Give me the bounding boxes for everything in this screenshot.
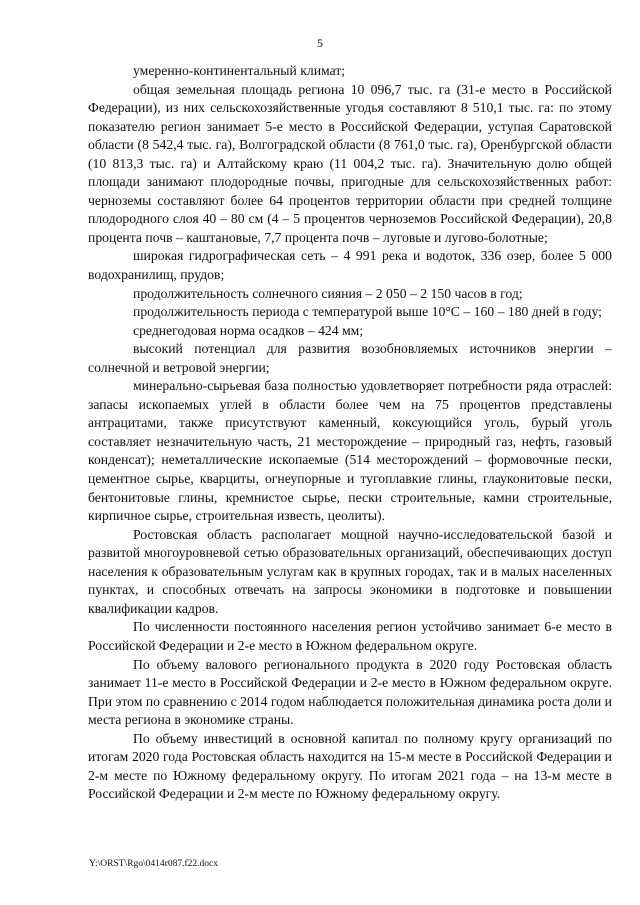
paragraph-precipitation: среднегодовая норма осадков – 424 мм; bbox=[133, 322, 364, 338]
paragraph-temperature: продолжительность периода с температурой выше 10°С – 160 – 180 дней в году; bbox=[133, 304, 602, 320]
page-number: 5 bbox=[317, 36, 323, 50]
paragraph-hydrography: широкая гидрографическая сеть – 4 991 река и водоток, 336 озер, более 5 000 водохранилищ, прудов; bbox=[88, 248, 612, 283]
file-path-footer: Y:\ORST\Rgo\0414r087.f22.docx bbox=[89, 859, 218, 869]
paragraph-investments: По объему инвестиций в основной капитал по полному кругу организаций по итогам 2020 года Ростовская область находится на 15-м месте в Российской Федерации и 2-м месте по Южному федеральному округу. По итогам 2021 года – на 13-м месте в Российской Федерации и 2-м месте по Южному федеральному округу. bbox=[88, 730, 612, 802]
paragraph-population: По численности постоянного населения регион устойчиво занимает 6-е место в Российской Федерации и 2-е место в Южном федеральном округе. bbox=[88, 619, 612, 653]
paragraph-renewable-energy: высокий потенциал для развития возобновляемых источников энергии – солнечной и ветровой энергии; bbox=[88, 341, 612, 375]
paragraph-sunshine: продолжительность солнечного сияния – 2 050 – 2 150 часов в год; bbox=[133, 285, 523, 301]
paragraph-climate: умеренно-континентальный климат; bbox=[133, 63, 346, 78]
paragraph-education: Ростовская область располагает мощной научно-исследовательской базой и развитой многоуровневой сетью образовательных организаций, обеспечивающих доступ населения к образовательным услугам как в крупных городах, так и в малых населенных пунктах, и способных отвечать на запросы экономики в подготовке и повышении квалификации кадров. bbox=[88, 526, 612, 616]
paragraph-land-area: общая земельная площадь региона 10 096,7 тыс. га (31-е место в Российской Федерации), из них сельскохозяйственные угодья составляют 8 510,1 тыс. га: по этому показателю регион занимает 5-е место в Российской Федерации, уступая Саратовской области (8 542,4 тыс. га), Волгоградской области (8 761,0 тыс. га), Оренбургской области (10 813,3 тыс. га) и Алтайскому краю (11 004,2 тыс. га). Значительную долю общей площади занимают плодородные почвы, пригодные для сельскохозяйственных работ: черноземы составляют более 64 процентов территории области при средней толщине плодородного слоя 40 – 80 см (4 – 5 процентов черноземов Российской Федерации), 20,8 процента почв – каштановые, 7,7 процента почв – луговые и лугово-болотные; bbox=[88, 81, 612, 245]
paragraph-mineral-resources: минерально-сырьевая база полностью удовлетворяет потребности ряда отраслей: запасы ископаемых углей в области более чем на 75 процентов представлены антрацитами, также присутствуют каменный, коксующийся уголь, бурый уголь составляет незначительную часть, 21 месторождение – природный газ, нефть, газовый конденсат); неметаллические ископаемые (514 месторождений – формовочные пески, цементное сырье, кварциты, огнеупорные и тугоплавкие глины, глауконитовые пески, бентонитовые глины, кремнистое сырье, пески строительные, камни строительные, кирпичное сырье, строительная известь, цеолиты). bbox=[88, 378, 612, 524]
body-text bbox=[88, 62, 612, 804]
paragraph-grp: По объему валового регионального продукта в 2020 году Ростовская область занимает 11-е место в Российской Федерации и 2-е место в Южном федеральном округе. При этом по сравнению с 2014 годом наблюдается положительная динамика роста доли и места региона в экономике страны. bbox=[88, 656, 612, 728]
